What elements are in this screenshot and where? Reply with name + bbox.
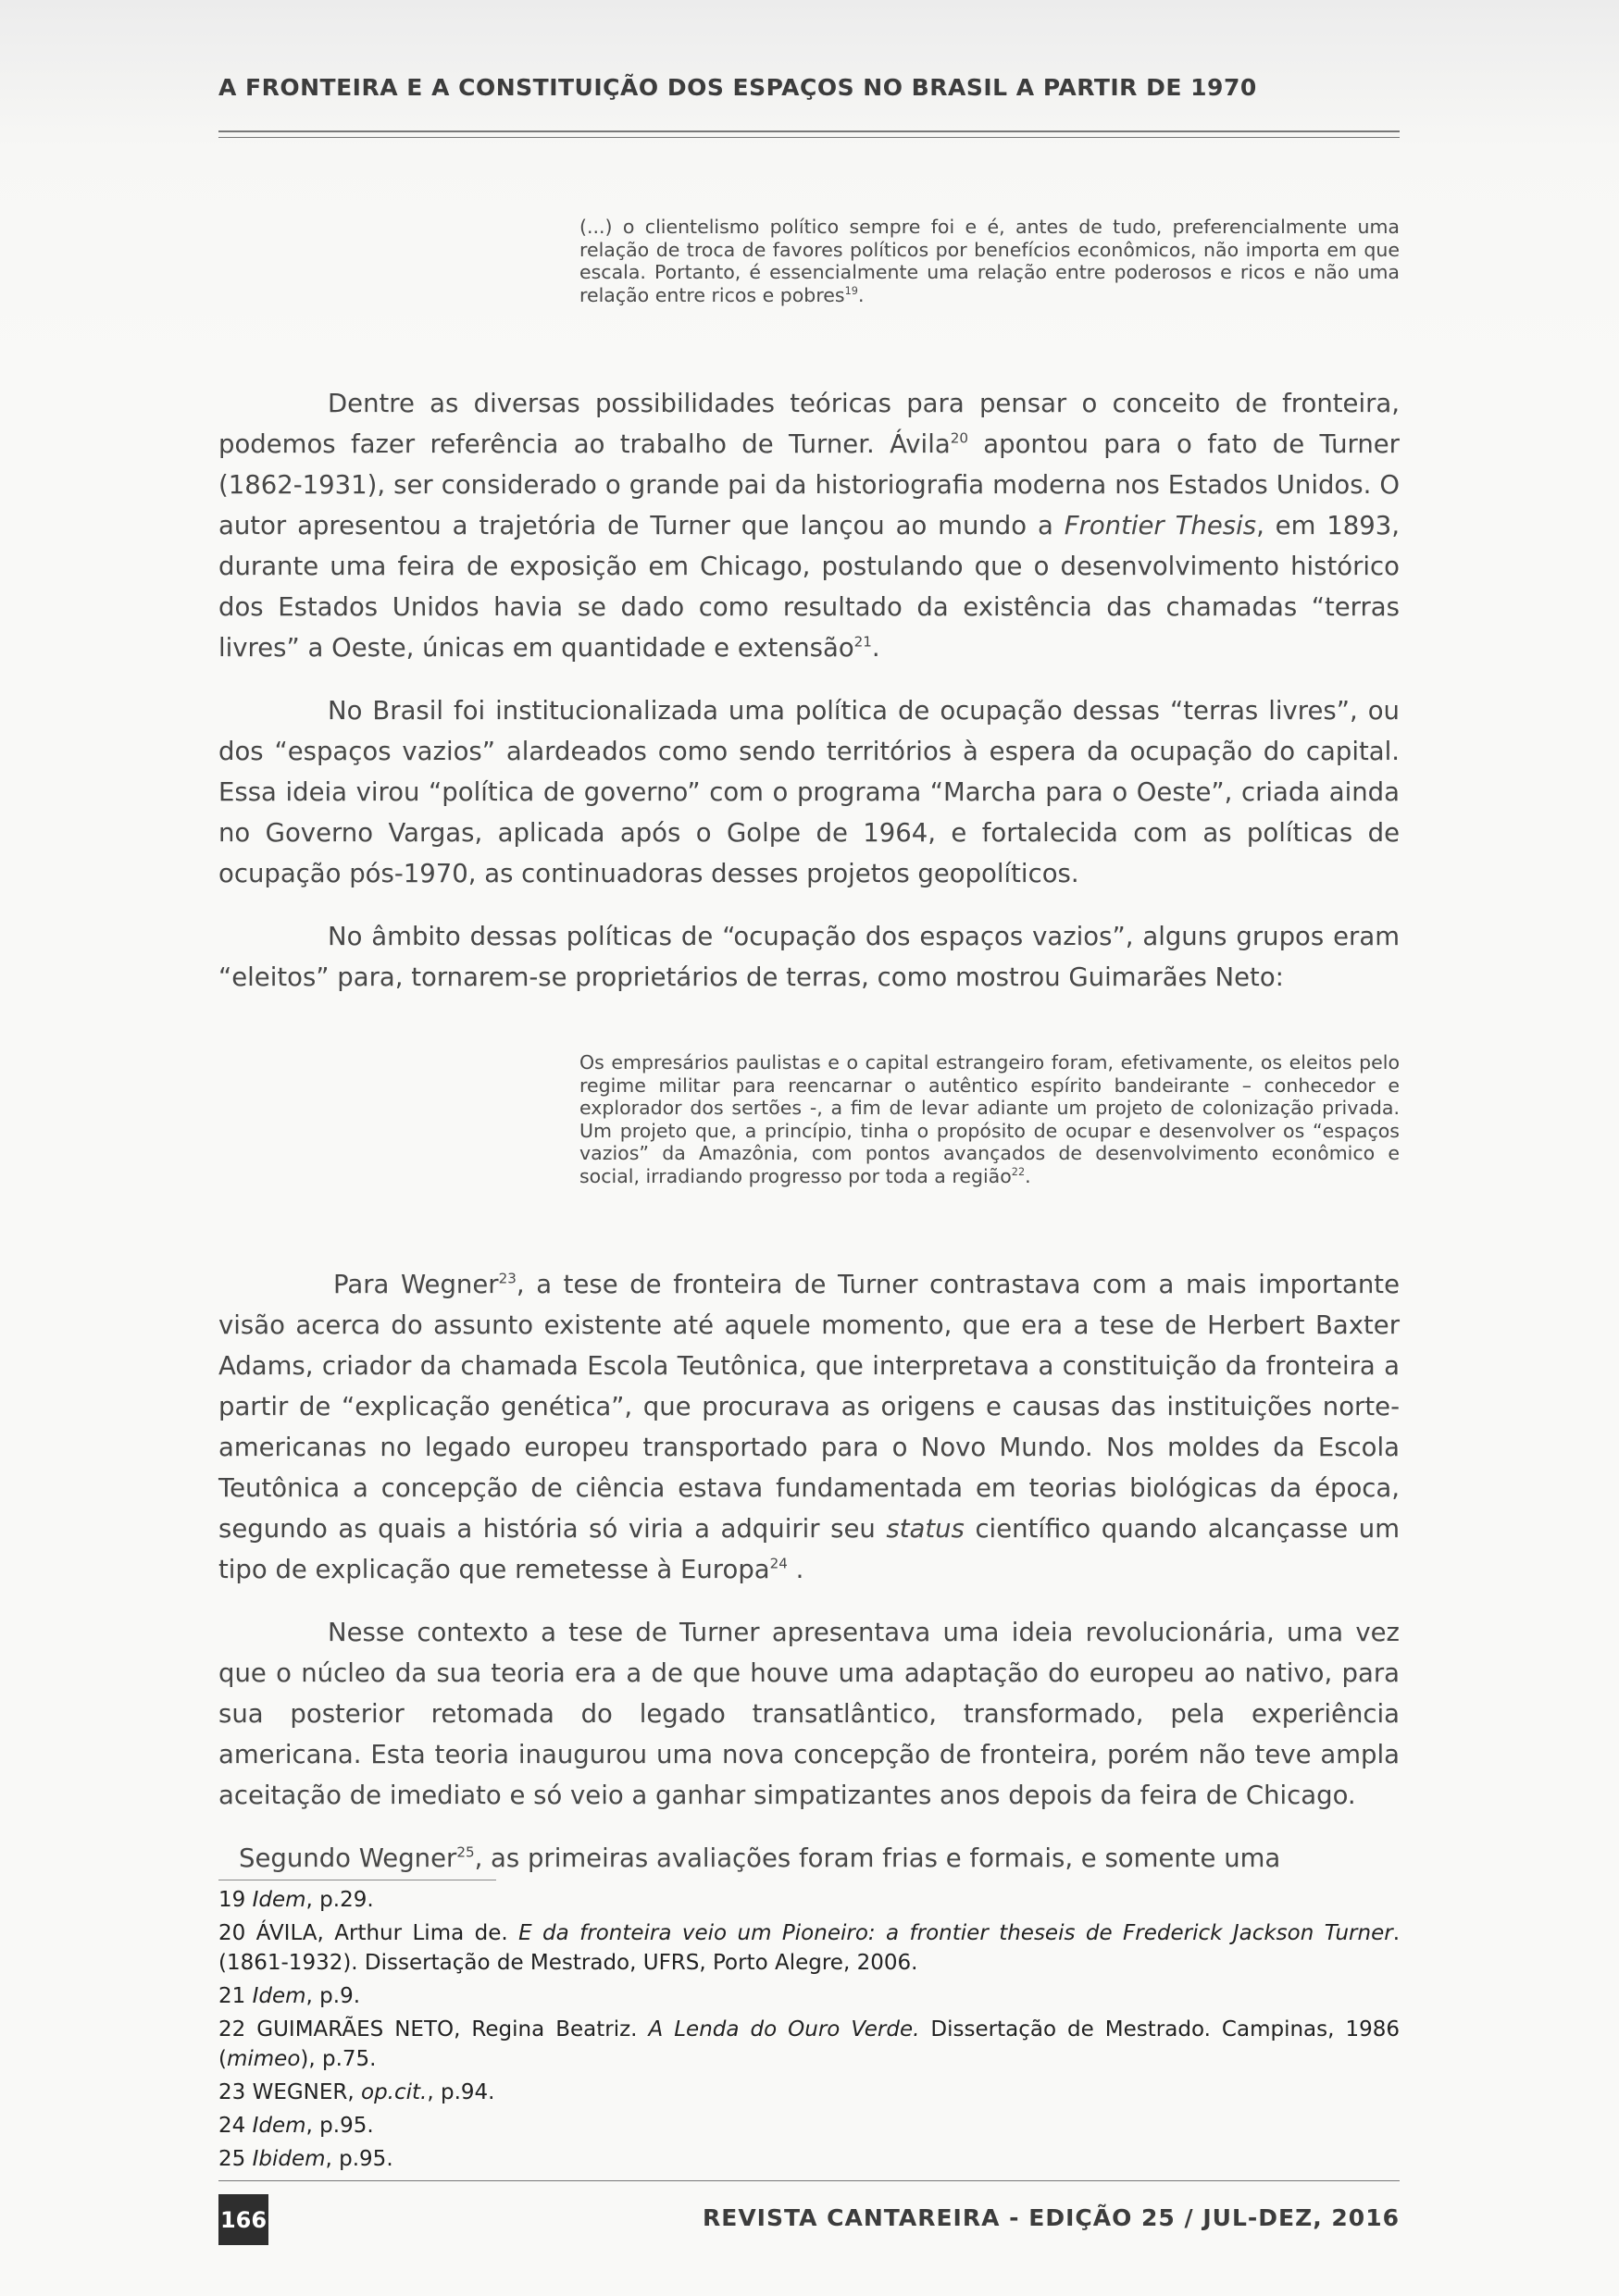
quote-end: .: [1025, 1164, 1031, 1187]
footnote-ref-22: 22: [1011, 1165, 1026, 1178]
text-run: Segundo Wegner: [239, 1843, 457, 1873]
italic-term: Idem: [252, 1888, 306, 1912]
text-run: , p.94.: [427, 2080, 495, 2104]
text-run: científico quando alcançasse um tipo de explicação que remetesse à Europa: [218, 1514, 1400, 1584]
footer-rule: [218, 2180, 1400, 2181]
footnote-ref-21: 21: [853, 633, 872, 651]
body-section-1: [218, 383, 1400, 1020]
footnote-ref-19: 19: [844, 284, 858, 297]
italic-title: E da fronteira veio um Pioneiro: a frontier theseis de Frederick Jackson Turner: [518, 1921, 1393, 1945]
quote-text: (...) o clientelismo político sempre foi e é, antes de tudo, preferencialmente uma relação de troca de favores políticos por benefícios econômicos, não importa em que escala. Portanto, é essencialmente uma relação entre poderosos e ricos e não uma relação entre ricos e pobres: [579, 216, 1400, 306]
footnote-ref-23: 23: [498, 1270, 517, 1287]
paragraph-turner: [218, 383, 1400, 668]
footnote-19: [218, 1885, 1400, 1915]
header-rule-bottom: [218, 137, 1400, 138]
text-run: , p.29.: [305, 1888, 374, 1912]
footnote-21: [218, 1981, 1400, 2011]
page-number: 166: [218, 2194, 268, 2245]
italic-term: op.cit.: [361, 2080, 428, 2104]
block-quote-2-text: [579, 1051, 1400, 1187]
text-run: 20 ÁVILA, Arthur Lima de.: [218, 1921, 519, 1945]
italic-term: Idem: [252, 2114, 306, 2138]
paragraph-segundo: [218, 1838, 1400, 1879]
footnote-number: 21: [218, 1984, 253, 2008]
header-title: A FRONTEIRA E A CONSTITUIÇÃO DOS ESPAÇOS NO BRASIL A PARTIR DE 1970: [218, 74, 1257, 101]
quote-end: .: [857, 283, 865, 306]
text-run: , p.9.: [305, 1984, 361, 2008]
text-run: . (1861-1932). Dissertação de Mestrado, UFRS, Porto Alegre, 2006.: [218, 1921, 1400, 1975]
text-run: Dentre as diversas possibilidades teóricas para pensar o conceito de fronteira, podemos fazer referência ao trabalho de Turner. Ávila: [218, 389, 1400, 459]
text-run: apontou para o fato de Turner (1862-1931), ser considerado o grande pai da historiografia moderna nos Estados Unidos. O autor apresentou a trajetória de Turner que lançou ao mundo a: [218, 429, 1400, 540]
block-quote-1: [579, 216, 1400, 306]
text-run: , p.95.: [325, 2147, 393, 2171]
header-rule-top: [218, 130, 1400, 132]
text-run: , p.95.: [305, 2114, 374, 2138]
footnote-number: 24: [218, 2114, 253, 2138]
italic-term: mimeo: [226, 2047, 301, 2071]
footnote-number: 19: [218, 1888, 253, 1912]
footnote-22: [218, 2015, 1400, 2074]
body-section-2: [218, 1264, 1400, 1879]
text-run: , a tese de fronteira de Turner contrastava com a mais importante visão acerca do assunto existente até aquele momento, que era a tese de Herbert Baxter Adams, criador da chamada Escola Teutônica, que interpretava a constituição da fronteira a partir de “explicação genética”, que procurava as origens e causas das instituições norte-americanas no legado europeu transportado para o Novo Mundo. Nos moldes da Escola Teutônica a concepção de ciência estava fundamentada em teorias biológicas da época, segundo as quais a história só viria a adquirir seu: [218, 1270, 1400, 1544]
text-run: Dissertação de Mestrado. Campinas, 1986 (: [218, 2017, 1400, 2071]
italic-term: Ibidem: [252, 2147, 326, 2171]
paragraph-wegner: [218, 1264, 1400, 1590]
quote-text: Os empresários paulistas e o capital estrangeiro foram, efetivamente, os eleitos pelo regime militar para reencarnar o autêntico espírito bandeirante – conhecedor e explorador dos sertões -, a fim de levar adiante um projeto de colonização privada. Um projeto que, a princípio, tinha o propósito de ocupar e desenvolver os “espaços vazios” da Amazônia, com pontos avançados de desenvolvimento econômico e social, irradiando progresso por toda a região: [579, 1051, 1400, 1187]
paragraph-brasil: No Brasil foi institucionalizada uma política de ocupação dessas “terras livres”, ou dos “espaços vazios” alardeados como sendo territórios à espera da ocupação do capital. Essa ideia virou “política de governo” com o programa “Marcha para o Oeste”, criada ainda no Governo Vargas, aplicada após o Golpe de 1964, e fortalecida com as políticas de ocupação pós-1970, as continuadoras desses projetos geopolíticos.: [218, 696, 1400, 888]
footnotes: [218, 1885, 1400, 2178]
italic-term: Frontier Thesis: [1064, 511, 1257, 540]
journal-name: REVISTA CANTAREIRA - EDIÇÃO 25 / JUL-DEZ, 2016: [703, 2204, 1400, 2231]
footnote-24: [218, 2111, 1400, 2141]
text-run: , em 1893, durante uma feira de exposição em Chicago, postulando que o desenvolvimento histórico dos Estados Unidos havia se dado como resultado da existência das chamadas “terras livres” a Oeste, únicas em quantidade e extensão: [218, 511, 1400, 663]
text-run: 23 WEGNER,: [218, 2080, 362, 2104]
footnote-ref-20: 20: [950, 429, 968, 447]
paragraph-ambito: No âmbito dessas políticas de “ocupação dos espaços vazios”, alguns grupos eram “eleitos” para, tornarem-se proprietários de terras, como mostrou Guimarães Neto:: [218, 922, 1400, 992]
paragraph-contexto: Nesse contexto a tese de Turner apresentava uma ideia revolucionária, uma vez que o núcleo da sua teoria era a de que houve uma adaptação do europeu ao nativo, para sua posterior retomada do legado transatlântico, transformado, pela experiência americana. Esta teoria inaugurou uma nova concepção de fronteira, porém não teve ampla aceitação de imediato e só veio a ganhar simpatizantes anos depois da feira de Chicago.: [218, 1618, 1400, 1810]
text-run: ), p.75.: [300, 2047, 377, 2071]
text-run: Para Wegner: [333, 1270, 499, 1299]
text-run: , as primeiras avaliações foram frias e formais, e somente uma: [474, 1843, 1281, 1873]
footnote-23: [218, 2078, 1400, 2107]
italic-term: Idem: [252, 1984, 306, 2008]
footnote-25: [218, 2144, 1400, 2174]
italic-term: status: [886, 1514, 965, 1544]
footnote-ref-24: 24: [769, 1555, 788, 1572]
block-quote-2: [579, 1051, 1400, 1187]
footnote-ref-25: 25: [456, 1843, 475, 1861]
footnote-20: [218, 1918, 1400, 1978]
block-quote-1-text: [579, 216, 1400, 306]
text-run: .: [871, 633, 880, 663]
footnote-number: 25: [218, 2147, 253, 2171]
text-run: 22 GUIMARÃES NETO, Regina Beatriz.: [218, 2017, 649, 2042]
text-run: .: [787, 1555, 804, 1584]
italic-title: A Lenda do Ouro Verde.: [648, 2017, 920, 2042]
